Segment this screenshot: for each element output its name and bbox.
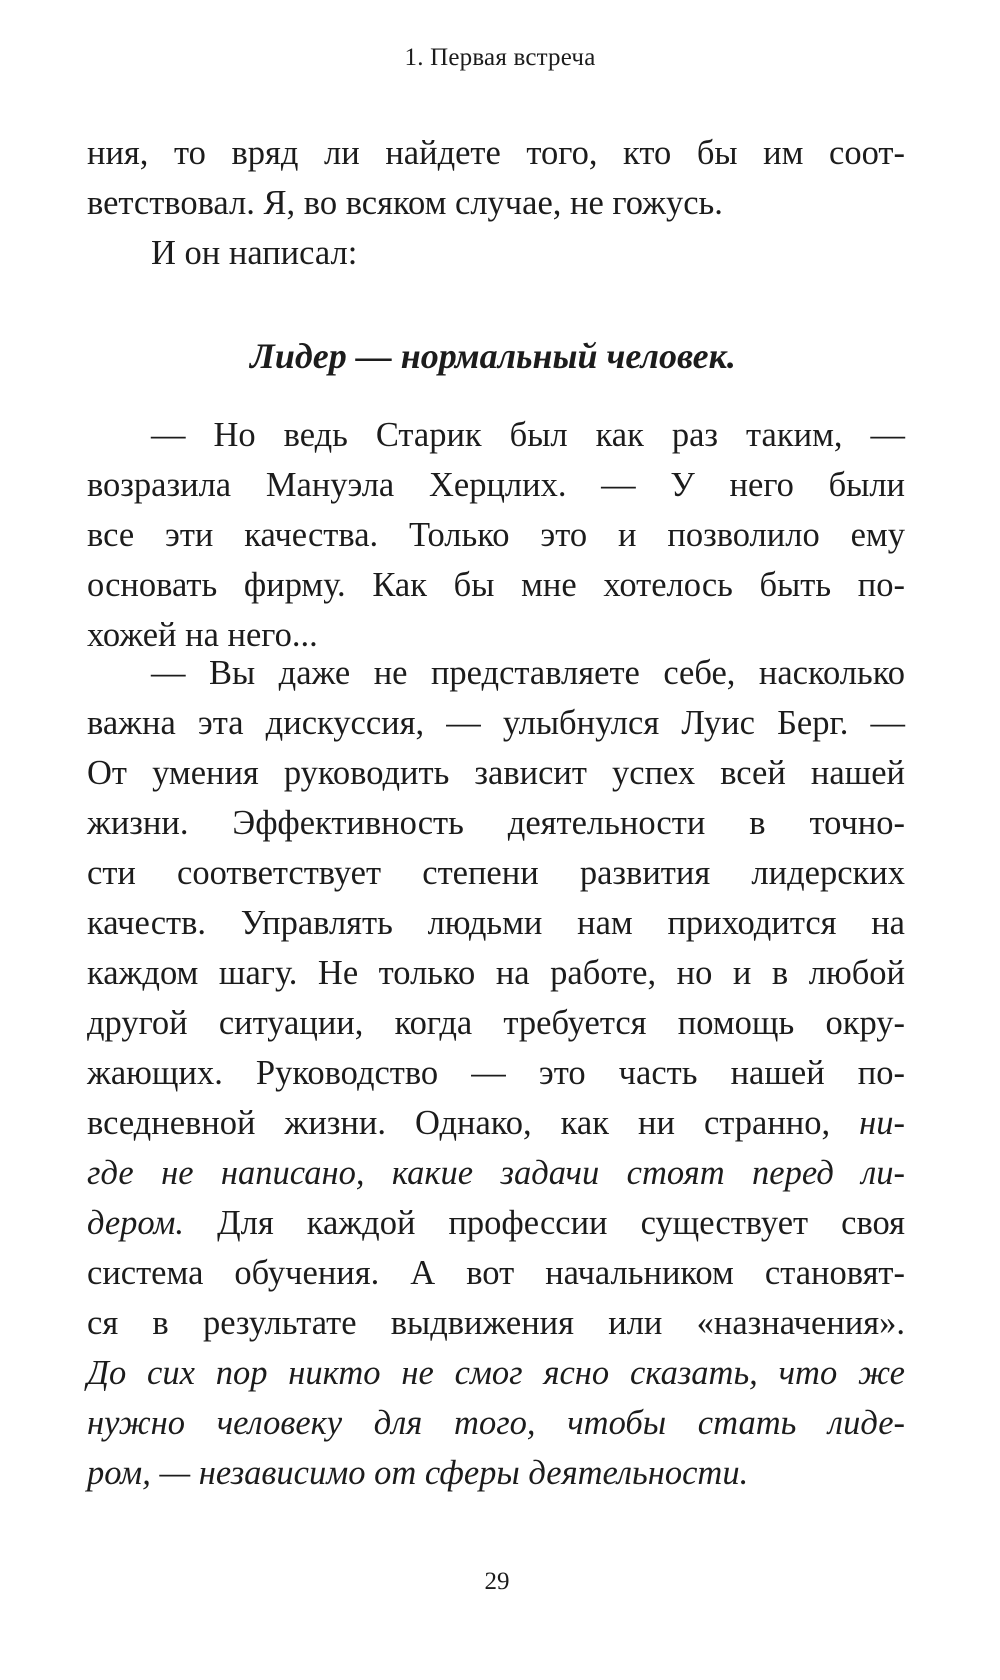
text-line: ся в результате выдвижения или «назначения». <box>87 1304 905 1342</box>
text-run: Для каждой профессии существует своя <box>184 1204 905 1242</box>
text-line: И он написал: <box>151 234 358 272</box>
text-line: возразила Мануэла Херцлих. — У него были <box>87 466 905 504</box>
italic-line: нужно человеку для того, чтобы стать лиде- <box>87 1404 905 1442</box>
paragraph-objection <box>87 410 905 660</box>
italic-line: где не написано, какие задачи стоят перед ли- <box>87 1154 905 1192</box>
text-line: — Вы даже не представляете себе, насколько <box>151 654 905 692</box>
italic-run: дером. <box>87 1204 185 1242</box>
text-line: сти соответствует степени развития лидерских <box>87 854 905 892</box>
text-line: основать фирму. Как бы мне хотелось быть по- <box>87 566 905 604</box>
text-line: все эти качества. Только это и позволило ему <box>87 516 905 554</box>
italic-line: ром, — независимо от сферы деятельности. <box>87 1454 749 1492</box>
running-header-text: 1. Первая встреча <box>404 44 596 71</box>
text-line: система обучения. А вот начальником становят- <box>87 1254 905 1292</box>
page-number <box>0 1568 1000 1596</box>
italic-run: ни- <box>859 1104 905 1142</box>
paragraph-continuation <box>87 128 905 278</box>
text-line: важна эта дискуссия, — улыбнулся Луис Берг. — <box>87 704 905 742</box>
emphasized-heading <box>0 335 1000 377</box>
text-line: качеств. Управлять людьми нам приходится на <box>87 904 905 942</box>
paragraph-reply <box>87 648 905 1498</box>
italic-line: До сих пор никто не смог ясно сказать, что же <box>87 1354 905 1392</box>
text-line: От умения руководить зависит успех всей нашей <box>87 754 905 792</box>
text-line: — Но ведь Старик был как раз таким, — <box>151 416 905 454</box>
text-line: ветствовал. Я, во всяком случае, не гожусь. <box>87 184 723 222</box>
text-line <box>87 1198 905 1248</box>
text-line: ния, то вряд ли найдете того, кто бы им соот- <box>87 134 905 172</box>
heading-text: Лидер — нормальный человек. <box>250 336 736 376</box>
running-header <box>0 44 1000 72</box>
text-line: хожей на него... <box>87 616 318 654</box>
text-line: каждом шагу. Не только на работе, но и в любой <box>87 954 905 992</box>
text-line <box>87 1098 905 1148</box>
text-line: жающих. Руководство — это часть нашей по- <box>87 1054 905 1092</box>
text-line: другой ситуации, когда требуется помощь окру- <box>87 1004 905 1042</box>
page-number-text: 29 <box>484 1568 510 1595</box>
text-line: жизни. Эффективность деятельности в точно- <box>87 804 905 842</box>
text-run: вседневной жизни. Однако, как ни странно, <box>87 1104 860 1142</box>
